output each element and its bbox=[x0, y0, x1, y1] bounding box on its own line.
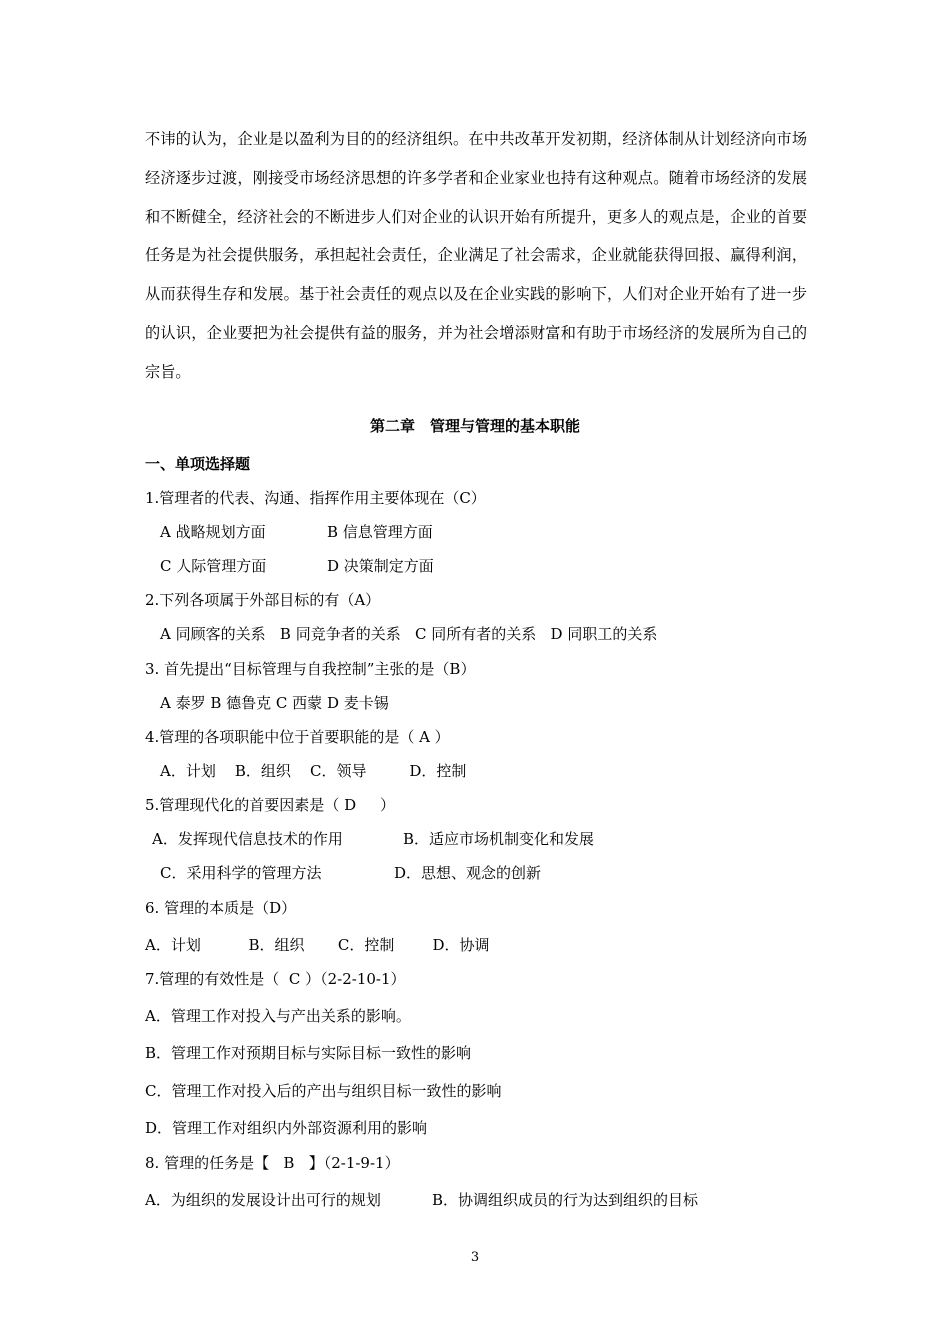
question-1-option-b: B 信息管理方面 bbox=[327, 523, 433, 541]
question-4-options: A．计划 B．组织 C．领导 D．控制 bbox=[160, 762, 467, 780]
question-1-option-c: C 人际管理方面 bbox=[160, 557, 267, 575]
question-5-stem: 5.管理现代化的首要因素是（ D ） bbox=[145, 796, 395, 814]
question-1-stem: 1.管理者的代表、沟通、指挥作用主要体现在（C） bbox=[145, 489, 486, 507]
page-number: 3 bbox=[470, 1250, 480, 1265]
question-5-option-b: B．适应市场机制变化和发展 bbox=[403, 830, 595, 848]
question-6-stem: 6. 管理的本质是（D） bbox=[145, 899, 297, 917]
question-8-option-b: B．协调组织成员的行为达到组织的目标 bbox=[432, 1191, 699, 1209]
question-2-stem: 2.下列各项属于外部目标的有（A） bbox=[145, 591, 381, 609]
question-7-stem: 7.管理的有效性是（ C ）（2-2-10-1） bbox=[145, 970, 406, 988]
intro-paragraph: 不讳的认为，企业是以盈利为目的的经济组织。在中共改革开发初期，经济体制从计划经济向市场经济逐步过渡，刚接受市场经济思想的许多学者和企业家业也持有这种观点。随着市场经济的发展和不断健全，经济社会的不断进步人们对企业的认识开始有所提升，更多人的观点是，企业的首要任务是为社会提供服务，承担起社会责任，企业满足了社会需求，企业就能获得回报、赢得利润，从而获得生存和发展。基于社会责任的观点以及在企业实践的影响下，人们对企业开始有了进一步的认识，企业要把为社会提供有益的服务，并为社会增添财富和有助于市场经济的发展所为自己的宗旨。 bbox=[145, 130, 807, 381]
question-6-options: A．计划 B．组织 C．控制 D．协调 bbox=[145, 936, 490, 954]
question-5-option-d: D．思想、观念的创新 bbox=[394, 864, 542, 882]
question-5-option-c: C．采用科学的管理方法 bbox=[160, 864, 322, 882]
question-7-option-b: B．管理工作对预期目标与实际目标一致性的影响 bbox=[145, 1044, 472, 1062]
question-4-stem: 4.管理的各项职能中位于首要职能的是（ A ） bbox=[145, 728, 450, 746]
section-title: 一、单项选择题 bbox=[145, 455, 251, 473]
question-7-option-a: A．管理工作对投入与产出关系的影响。 bbox=[145, 1007, 411, 1025]
question-8-stem: 8. 管理的任务是【 B 】（2-1-9-1） bbox=[145, 1154, 400, 1172]
question-7-option-c: C．管理工作对投入后的产出与组织目标一致性的影响 bbox=[145, 1082, 502, 1100]
question-3-options: A 泰罗 B 德鲁克 C 西蒙 D 麦卡锡 bbox=[160, 694, 389, 712]
question-1-option-d: D 决策制定方面 bbox=[327, 557, 434, 575]
question-3-stem: 3. 首先提出“目标管理与自我控制”主张的是（B） bbox=[145, 660, 476, 678]
question-5-option-a: A．发挥现代信息技术的作用 bbox=[152, 830, 343, 848]
question-2-options: A 同顾客的关系 B 同竞争者的关系 C 同所有者的关系 D 同职工的关系 bbox=[160, 625, 658, 643]
chapter-title: 第二章 管理与管理的基本职能 bbox=[369, 417, 580, 435]
question-7-option-d: D．管理工作对组织内外部资源利用的影响 bbox=[145, 1119, 428, 1137]
question-8-option-a: A．为组织的发展设计出可行的规划 bbox=[145, 1191, 381, 1209]
question-1-option-a: A 战略规划方面 bbox=[160, 523, 266, 541]
